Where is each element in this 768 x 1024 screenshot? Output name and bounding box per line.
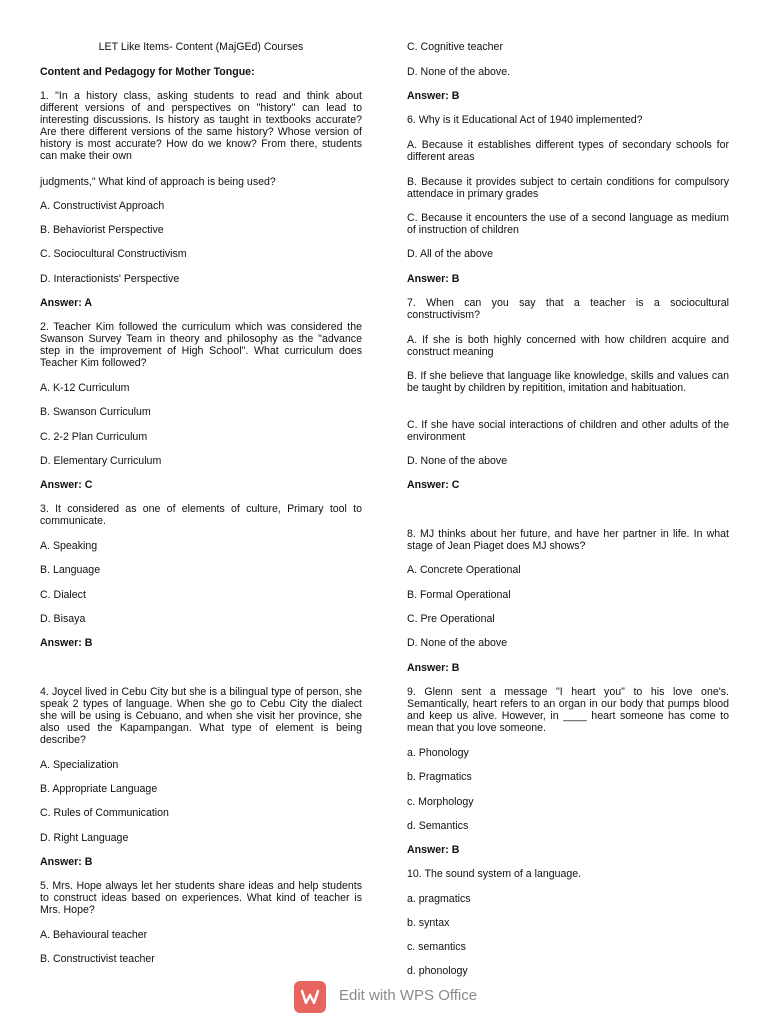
question-2-text: 2. Teacher Kim followed the curriculum which was considered the Swanson Survey Team in theory and philosophy as the "advance step in the improvement of High School". What curriculum does Teacher Kim followed?: [40, 321, 362, 369]
question-5-text: 5. Mrs. Hope always let her students share ideas and help students to construct ideas based on experiences. What kind of teacher is Mrs. Hope?: [40, 880, 362, 916]
wps-logo-icon: [294, 981, 326, 1013]
question-8-option-a: A. Concrete Operational: [407, 564, 521, 576]
question-8-option-b: B. Formal Operational: [407, 589, 511, 601]
question-1-text: 1. "In a history class, asking students to read and think about different versions of and perspectives on "history" can lead to interesting discussions. Is history as taught in textbooks accurate? Are there different versions of the same history? Whose version of history is most accurate? How do we know? From there, students can make their own: [40, 90, 362, 162]
edit-with-wps-label[interactable]: Edit with WPS Office: [339, 987, 478, 1004]
question-2-option-b: B. Swanson Curriculum: [40, 406, 151, 418]
question-1-answer: Answer: A: [40, 297, 92, 309]
question-4-option-c: C. Rules of Communication: [40, 807, 169, 819]
question-7-text: 7. When can you say that a teacher is a sociocultural constructivism?: [407, 297, 729, 321]
question-3-option-d: D. Bisaya: [40, 613, 86, 625]
question-10-option-b: b. syntax: [407, 917, 450, 929]
question-4-option-d: D. Right Language: [40, 832, 129, 844]
question-3-option-c: C. Dialect: [40, 589, 86, 601]
section-heading: Content and Pedagogy for Mother Tongue:: [40, 66, 255, 78]
question-3-text: 3. It considered as one of elements of culture, Primary tool to communicate.: [40, 503, 362, 527]
question-1-option-d: D. Interactionists' Perspective: [40, 273, 180, 285]
question-4-answer: Answer: B: [40, 856, 93, 868]
question-6-option-d: D. All of the above: [407, 248, 493, 260]
document-title: LET Like Items- Content (MajGEd) Courses: [98, 41, 304, 53]
question-5-option-b: B. Constructivist teacher: [40, 953, 155, 965]
question-6-option-a: A. Because it establishes different types of secondary schools for different areas: [407, 139, 729, 163]
question-8-option-d: D. None of the above: [407, 637, 508, 649]
question-6-option-b: B. Because it provides subject to certain conditions for compulsory attendace in primary grades: [407, 176, 729, 200]
question-7-answer: Answer: C: [407, 479, 460, 491]
question-9-text: 9. Glenn sent a message "I heart you" to his love one's. Semantically, heart refers to an organ in our body that pumps blood and keep us alive. However, in ____ heart someone has come to mean that you love someone.: [407, 686, 729, 734]
question-1-option-c: C. Sociocultural Constructivism: [40, 248, 187, 260]
question-8-option-c: C. Pre Operational: [407, 613, 495, 625]
question-1-text-cont: judgments," What kind of approach is being used?: [40, 176, 276, 188]
question-6-answer: Answer: B: [407, 273, 460, 285]
question-9-option-b: b. Pragmatics: [407, 771, 472, 783]
question-3-option-a: A. Speaking: [40, 540, 98, 552]
question-7-option-b: B. If she believe that language like knowledge, skills and values can be taught by children by repitition, imitation and habituation.: [407, 370, 729, 394]
question-9-option-c: c. Morphology: [407, 796, 474, 808]
question-2-option-c: C. 2-2 Plan Curriculum: [40, 431, 148, 443]
question-5-option-a: A. Behavioural teacher: [40, 929, 148, 941]
question-7-option-d: D. None of the above: [407, 455, 508, 467]
question-9-option-a: a. Phonology: [407, 747, 469, 759]
question-9-option-d: d. Semantics: [407, 820, 469, 832]
question-2-option-d: D. Elementary Curriculum: [40, 455, 162, 467]
question-2-option-a: A. K-12 Curriculum: [40, 382, 130, 394]
wps-edit-banner[interactable]: [294, 981, 494, 1013]
question-1-option-b: B. Behaviorist Perspective: [40, 224, 164, 236]
question-5-option-d: D. None of the above.: [407, 66, 511, 78]
question-5-answer: Answer: B: [407, 90, 460, 102]
question-4-option-a: A. Specialization: [40, 759, 119, 771]
question-2-answer: Answer: C: [40, 479, 93, 491]
question-6-text: 6. Why is it Educational Act of 1940 implemented?: [407, 114, 643, 126]
question-3-answer: Answer: B: [40, 637, 93, 649]
question-5-option-c: C. Cognitive teacher: [407, 41, 503, 53]
question-4-option-b: B. Appropriate Language: [40, 783, 158, 795]
question-9-answer: Answer: B: [407, 844, 460, 856]
question-8-answer: Answer: B: [407, 662, 460, 674]
question-10-option-c: c. semantics: [407, 941, 466, 953]
question-4-text: 4. Joycel lived in Cebu City but she is a bilingual type of person, she speak 2 types of language. When she go to Cebu City the dialect she will be using is Cebuano, and when she visit her province, she also used the Kapampangan. What type of element is being describe?: [40, 686, 362, 746]
question-10-option-d: d. phonology: [407, 965, 468, 977]
question-10-option-a: a. pragmatics: [407, 893, 471, 905]
question-6-option-c: C. Because it encounters the use of a second language as medium of instruction of children: [407, 212, 729, 236]
question-7-option-c: C. If she have social interactions of children and other adults of the environment: [407, 419, 729, 443]
question-10-text: 10. The sound system of a language.: [407, 868, 582, 880]
question-1-option-a: A. Constructivist Approach: [40, 200, 165, 212]
question-8-text: 8. MJ thinks about her future, and have her partner in life. In what stage of Jean Piaget does MJ shows?: [407, 528, 729, 552]
question-7-option-a: A. If she is both highly concerned with how children acquire and construct meaning: [407, 334, 729, 358]
question-3-option-b: B. Language: [40, 564, 101, 576]
